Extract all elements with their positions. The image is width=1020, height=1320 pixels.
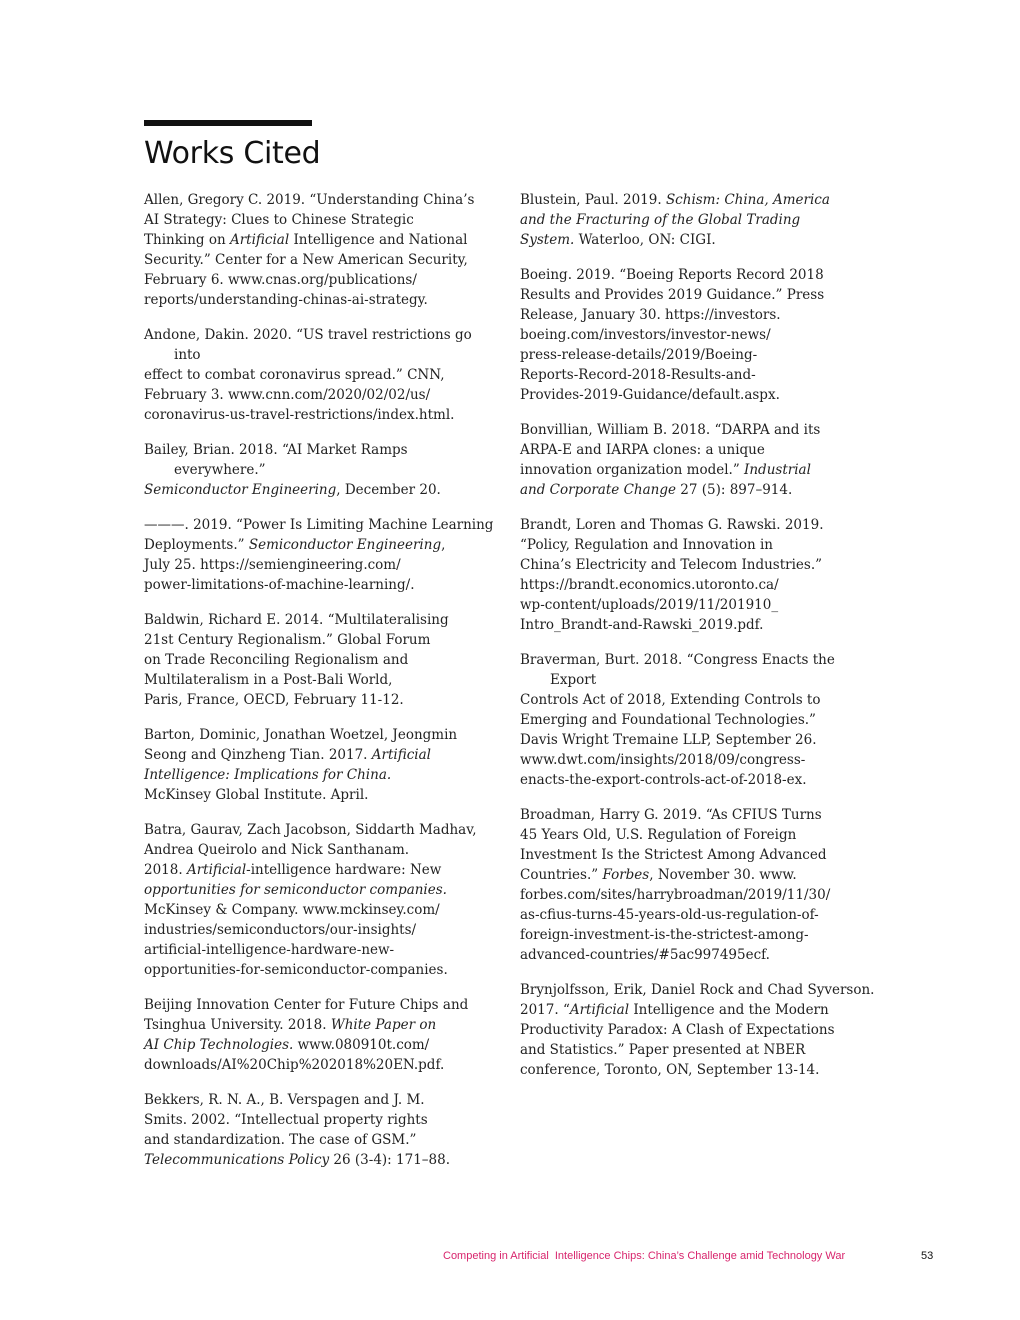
reference-entry — [520, 420, 876, 500]
reference-line: Bailey, Brian. 2018. “AI Market Ramps everywhere.” — [144, 442, 408, 478]
reference-line: effect to combat coronavirus spread.” CNN, — [144, 367, 445, 383]
reference-line: McKinsey Global Institute. April. — [144, 787, 369, 803]
page-number: 53 — [921, 1250, 934, 1262]
reference-line: Broadman, Harry G. 2019. “As CFIUS Turns — [520, 807, 822, 823]
reference-line: Reports-Record-2018-Results-and- — [520, 367, 756, 383]
reference-line: Baldwin, Richard E. 2014. “Multilateralising — [144, 612, 449, 628]
reference-line: reports/understanding-chinas-ai-strategy. — [144, 292, 428, 308]
reference-line: July 25. https://semiengineering.com/ — [144, 557, 401, 573]
reference-entry — [520, 980, 876, 1080]
reference-line: Productivity Paradox: A Clash of Expectations — [520, 1022, 835, 1038]
reference-line: downloads/AI%20Chip%202018%20EN.pdf. — [144, 1057, 445, 1073]
reference-line: Beijing Innovation Center for Future Chips and — [144, 997, 469, 1013]
reference-line: and standardization. The case of GSM.” — [144, 1132, 417, 1148]
reference-line: as-cfius-turns-45-years-old-us-regulation-of- — [520, 907, 819, 923]
reference-line: ARPA-E and IARPA clones: a unique — [520, 442, 765, 458]
reference-line: Security.” Center for a New American Security, — [144, 252, 468, 268]
reference-line: Intro_Brandt-and-Rawski_2019.pdf. — [520, 617, 764, 633]
reference-line: Brandt, Loren and Thomas G. Rawski. 2019. — [520, 517, 824, 533]
reference-line: 21st Century Regionalism.” Global Forum — [144, 632, 431, 648]
reference-line: innovation organization model.” Industrial — [520, 462, 811, 478]
reference-entry — [144, 190, 496, 310]
reference-line: Braverman, Burt. 2018. “Congress Enacts the Export — [520, 652, 835, 688]
reference-line: “Policy, Regulation and Innovation in — [520, 537, 773, 553]
reference-line: wp-content/uploads/2019/11/201910_ — [520, 597, 779, 613]
reference-line: opportunities-for-semiconductor-companies. — [144, 962, 448, 978]
reference-line: China’s Electricity and Telecom Industries.” — [520, 557, 823, 573]
reference-line: www.dwt.com/insights/2018/09/congress- — [520, 752, 806, 768]
references-right-column — [520, 190, 876, 1095]
reference-entry — [520, 650, 876, 790]
reference-line: Andone, Dakin. 2020. “US travel restrictions go into — [144, 327, 472, 363]
reference-line: coronavirus-us-travel-restrictions/index.html. — [144, 407, 455, 423]
reference-line: ———. 2019. “Power Is Limiting Machine Learning — [144, 517, 494, 533]
reference-entry — [144, 610, 496, 710]
reference-line: press-release-details/2019/Boeing- — [520, 347, 758, 363]
reference-line: Smits. 2002. “Intellectual property rights — [144, 1112, 428, 1128]
reference-line: Emerging and Foundational Technologies.” — [520, 712, 816, 728]
reference-line: Andrea Queirolo and Nick Santhanam. — [144, 842, 410, 858]
reference-line: and Corporate Change 27 (5): 897–914. — [520, 482, 793, 498]
reference-line: industries/semiconductors/our-insights/ — [144, 922, 417, 938]
reference-line: McKinsey & Company. www.mckinsey.com/ — [144, 902, 440, 918]
references-left-column — [144, 190, 496, 1185]
reference-line: Boeing. 2019. “Boeing Reports Record 2018 — [520, 267, 824, 283]
reference-line: Telecommunications Policy 26 (3-4): 171–88. — [144, 1152, 451, 1168]
heading-rule — [144, 120, 312, 126]
reference-line: Bonvillian, William B. 2018. “DARPA and its — [520, 422, 821, 438]
reference-line: Allen, Gregory C. 2019. “Understanding China’s — [144, 192, 475, 208]
reference-line: AI Chip Technologies. www.080910t.com/ — [144, 1037, 430, 1053]
reference-line: Results and Provides 2019 Guidance.” Press — [520, 287, 825, 303]
reference-line: Provides-2019-Guidance/default.aspx. — [520, 387, 780, 403]
reference-entry — [520, 515, 876, 635]
reference-line: AI Strategy: Clues to Chinese Strategic — [144, 212, 414, 228]
reference-line: Davis Wright Tremaine LLP, September 26. — [520, 732, 817, 748]
reference-entry — [144, 325, 496, 425]
reference-entry — [144, 820, 496, 980]
reference-entry — [144, 995, 496, 1075]
reference-line: February 3. www.cnn.com/2020/02/02/us/ — [144, 387, 431, 403]
reference-line: Semiconductor Engineering, December 20. — [144, 482, 441, 498]
reference-entry — [144, 725, 496, 805]
reference-line: Controls Act of 2018, Extending Controls to — [520, 692, 821, 708]
reference-line: Intelligence: Implications for China. — [144, 767, 392, 783]
reference-line: on Trade Reconciling Regionalism and — [144, 652, 409, 668]
reference-line: Multilateralism in a Post-Bali World, — [144, 672, 393, 688]
reference-line: advanced-countries/#5ac997495ecf. — [520, 947, 770, 963]
reference-line: Barton, Dominic, Jonathan Woetzel, Jeongmin — [144, 727, 458, 743]
reference-line: foreign-investment-is-the-strictest-among- — [520, 927, 809, 943]
reference-line: Release, January 30. https://investors. — [520, 307, 781, 323]
reference-line: System. Waterloo, ON: CIGI. — [520, 232, 716, 248]
reference-line: and Statistics.” Paper presented at NBER — [520, 1042, 806, 1058]
reference-entry — [520, 190, 876, 250]
reference-line: Bekkers, R. N. A., B. Verspagen and J. M. — [144, 1092, 425, 1108]
reference-entry — [144, 1090, 496, 1170]
reference-entry — [144, 515, 496, 595]
reference-line: forbes.com/sites/harrybroadman/2019/11/30/ — [520, 887, 831, 903]
reference-line: Countries.” Forbes, November 30. www. — [520, 867, 797, 883]
reference-entry — [144, 440, 496, 500]
reference-line: 45 Years Old, U.S. Regulation of Foreign — [520, 827, 797, 843]
reference-line: opportunities for semiconductor companies. — [144, 882, 447, 898]
reference-line: artificial-intelligence-hardware-new- — [144, 942, 395, 958]
reference-line: Brynjolfsson, Erik, Daniel Rock and Chad Syverson. — [520, 982, 875, 998]
reference-line: Tsinghua University. 2018. White Paper on — [144, 1017, 437, 1033]
reference-line: conference, Toronto, ON, September 13-14. — [520, 1062, 820, 1078]
running-footer-title: Competing in Artificial Intelligence Chips: China’s Challenge amid Technology War — [443, 1250, 846, 1262]
reference-line: 2017. “Artificial Intelligence and the Modern — [520, 1002, 829, 1018]
reference-line: and the Fracturing of the Global Trading — [520, 212, 801, 228]
reference-line: https://brandt.economics.utoronto.ca/ — [520, 577, 779, 593]
reference-line: Thinking on Artificial Intelligence and National — [144, 232, 468, 248]
reference-line: 2018. Artificial-intelligence hardware: New — [144, 862, 442, 878]
reference-line: Batra, Gaurav, Zach Jacobson, Siddarth Madhav, — [144, 822, 477, 838]
reference-line: enacts-the-export-controls-act-of-2018-ex. — [520, 772, 807, 788]
reference-line: Deployments.” Semiconductor Engineering, — [144, 537, 446, 553]
reference-line: February 6. www.cnas.org/publications/ — [144, 272, 417, 288]
reference-line: Seong and Qinzheng Tian. 2017. Artificial — [144, 747, 431, 763]
reference-line: Blustein, Paul. 2019. Schism: China, America — [520, 192, 830, 208]
reference-entry — [520, 805, 876, 965]
reference-line: power-limitations-of-machine-learning/. — [144, 577, 415, 593]
reference-entry — [520, 265, 876, 405]
reference-line: boeing.com/investors/investor-news/ — [520, 327, 771, 343]
reference-line: Paris, France, OECD, February 11-12. — [144, 692, 404, 708]
page-title: Works Cited — [144, 136, 321, 171]
reference-line: Investment Is the Strictest Among Advanced — [520, 847, 827, 863]
